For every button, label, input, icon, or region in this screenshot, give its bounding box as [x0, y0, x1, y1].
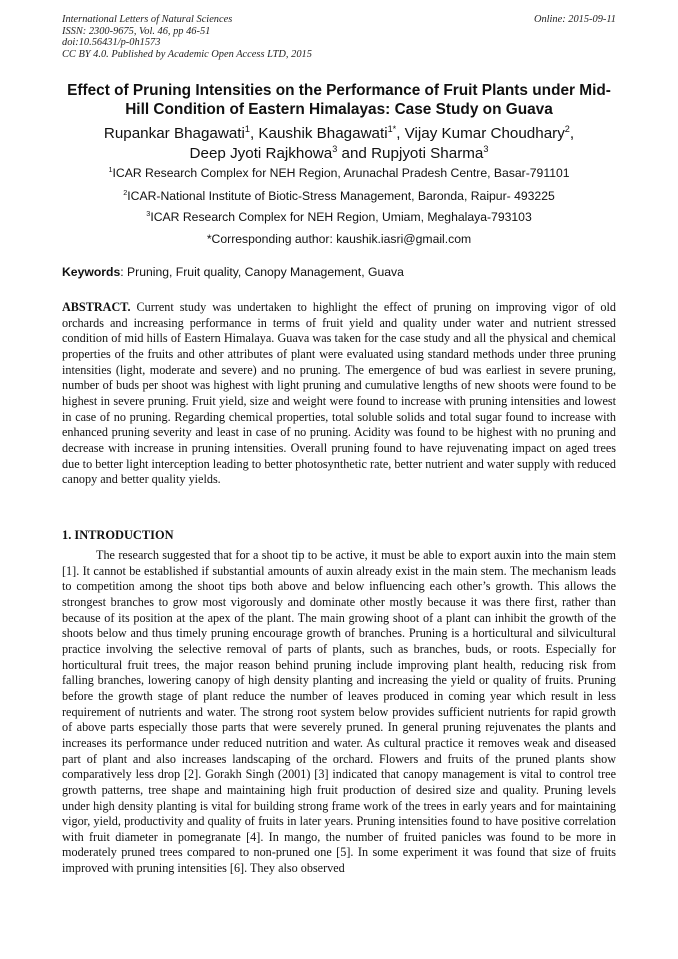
author-affiliation-mark: 1: [244, 123, 250, 134]
abstract-label: ABSTRACT.: [62, 300, 131, 314]
journal-header: [62, 14, 616, 60]
author-separator: ,: [569, 125, 575, 142]
affiliation-1: [62, 166, 616, 181]
author-name: Rupankar Bhagawati: [103, 125, 245, 142]
author-name: Vijay Kumar Choudhary: [404, 125, 565, 142]
author-affiliation-mark: 3: [332, 143, 338, 154]
online-date: Online: 2015-09-11: [533, 14, 616, 25]
affiliation-mark: 1: [108, 164, 113, 174]
section-heading: 1. INTRODUCTION: [62, 528, 174, 542]
keywords-label: Keywords: [62, 265, 121, 279]
abstract: [62, 300, 616, 488]
affiliation-text: ICAR-National Institute of Biotic-Stress Management, Baronda, Raipur- 493225: [127, 189, 555, 203]
author-name: Kaushik Bhagawati: [258, 125, 388, 142]
author-separator: ,: [396, 125, 405, 142]
corresponding-author: *Corresponding author: kaushik.iasri@gmail.com: [206, 232, 472, 246]
author-separator: and: [337, 144, 372, 162]
license-line: CC BY 4.0. Published by Academic Open Access LTD, 2015: [62, 48, 312, 60]
author-affiliation-mark: 2: [564, 123, 570, 134]
author-list: [62, 124, 616, 163]
author-name: Rupjyoti Sharma: [371, 144, 484, 162]
affiliation-text: ICAR Research Complex for NEH Region, Umiam, Meghalaya-793103: [150, 210, 532, 224]
affiliation-3: [62, 210, 616, 225]
paper-title: Effect of Pruning Intensities on the Performance of Fruit Plants under Mid-Hill Condition of Eastern Himalayas: Case Study on Guava: [67, 82, 611, 118]
doi-line: doi:10.56431/p-0h1573: [62, 37, 161, 49]
author-separator: ,: [249, 125, 259, 142]
affiliation-mark: 3: [146, 208, 151, 218]
author-name: Deep Jyoti Rajkhowa: [189, 144, 333, 162]
abstract-text: Current study was undertaken to highlight the effect of pruning on improving vigor of old orchards and increasing performance in terms of fruit yield and quality under water and nutrient stressed condition of mid hills of Eastern Himalaya. Guava was taken for the case study and all the physical and chemical properties of the fruits and other attributes of plant were evaluated using standard methods under three pruning intensities (light, moderate and severe) and no pruning. The emergence of bud was earliest in severe pruning, number of buds per shoot was highest with light pruning and cumulative lengths of new shoots were found to be highest in severe pruning. Fruit yield, size and weight were found to increase with pruning intensities and lowest in case of no pruning. Regarding chemical properties, total soluble solids and total sugar found to increase with enhanced pruning severity and least in case of no pruning. Acidity was found to be highest with no pruning and decrease with increase in pruning intensities. Overall pruning found to have rejuvenating impact on aged trees due to better light interception leading to better photosynthetic rate, better nutrient and water supply with reduced canopy and better quality yields.: [62, 300, 616, 487]
author-affiliation-mark: 1*: [387, 123, 397, 134]
keywords: [62, 265, 616, 280]
author-affiliation-mark: 3: [483, 143, 489, 154]
affiliation-mark: 2: [123, 187, 128, 197]
affiliation-text: ICAR Research Complex for NEH Region, Arunachal Pradesh Centre, Basar-791101: [112, 166, 570, 180]
journal-name: International Letters of Natural Sciences: [62, 14, 233, 25]
affiliation-2: [62, 189, 616, 204]
issn-line: ISSN: 2300-9675, Vol. 46, pp 46-51: [62, 25, 211, 37]
keywords-text: : Pruning, Fruit quality, Canopy Management, Guava: [120, 265, 404, 279]
introduction-paragraph: The research suggested that for a shoot tip to be active, it must be able to export auxin into the main stem [1]. It cannot be established if substantial amounts of auxin already exist in the main stem. The mechanism leads to competition among the shoot tips both above and below influencing each other’s growth. This allows the strongest branches to grow most vigorously and dominate other mostly because it was there first, rather than because of its position at the apex of the plant. The main growing shoot of a plant can inhibit the growth of the shoots below and thus timely pruning encourage growth of branches. Pruning is a horticultural and silvicultural practice involving the selective removal of parts of plants, such as branches, buds, or roots. Especially for horticultural fruit trees, the major reason behind pruning include improving plant health, reducing risk from falling branches, lowering canopy of high density planting and increasing the yield or quality of fruits. Pruning before the growth stage of plant reduce the number of leaves produced in coming year which result in less requirement of nutrients and water. The strong root system below provides sufficient nutrients for rapid growth of above parts especially those parts that were severely pruned. In general pruning rejuvenates the plants and increases its performance under reduced nutrition and water. As cultural practice it removes weak and diseased part of plant and also increases landscaping of the orchard. Flowers and fruits of the pruned plants show comparatively less drop [2]. Gorakh Singh (2001) [3] indicated that canopy management is vital to control tree growth patterns, tree shape and maintaining high fruit production of desired size and quality. Pruning levels under high density planting is vital for building strong frame work of the trees in early years and for maintaining vigor, yield, productivity and quality of fruits in later years. Pruning intensities found to have positive correlation with fruit diameter in pomegranate [4]. In mango, the number of fruited panicles was found to be more in moderately pruned trees compared to non-pruned one [5]. In some experiment it was found that size of fruits improved with pruning intensities [6]. They also observed: [62, 548, 616, 876]
